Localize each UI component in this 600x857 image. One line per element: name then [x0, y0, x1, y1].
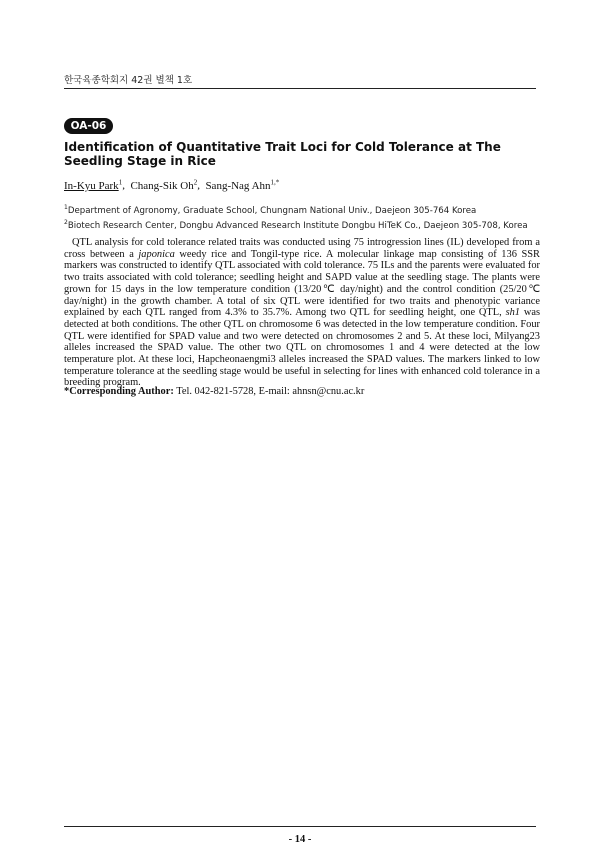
- tel-label: Tel.: [176, 386, 192, 397]
- page-number: - 14 -: [288, 834, 312, 845]
- corresponding-label: *Corresponding Author:: [64, 386, 174, 397]
- affiliation-1: $^1$Department of Agronomy, Graduate School, Chungnam National Univ., Daejeon 305-764 Korea: [64, 204, 477, 216]
- corresponding-author: [64, 386, 364, 397]
- author-2: Chang-Sik Oh$^2$: [130, 178, 198, 192]
- author-list: In-Kyu Park$^1$, Chang-Sik Oh$^2$, Sang-Nag Ahn$^{1,*}$: [64, 178, 280, 192]
- footer-rule: [64, 826, 536, 827]
- author-1: In-Kyu Park$^1$: [64, 178, 123, 192]
- email-value: ahnsn@cnu.ac.kr: [292, 386, 365, 397]
- author-3: Sang-Nag Ahn$^{1,*}$: [205, 178, 280, 192]
- header-rule: [64, 88, 536, 89]
- affiliations: [64, 202, 544, 232]
- email-label: E-mail:: [258, 386, 290, 397]
- affiliation-2: $^2$Biotech Research Center, Dongbu Advanced Research Institute Dongbu HiTeK Co., Daejeon 305-708, Korea: [64, 218, 528, 231]
- journal-header: 한국육종학회지 42권 별책 1호: [64, 75, 193, 86]
- abstract-body: QTL analysis for cold tolerance related traits was conducted using 75 introgression lines (IL) developed from a cross between a japonica weedy rice and Tongil-type rice. A molecular linkage map consisting of 136 SSR markers was constructed to identify QTL associated with cold tolerance. 75 ILs and the parents were evaluated for two traits associated with cold tolerance; seedling height and SAPD value at the seedling stage. The plants were grown for 15 days in the low temperature condition (13/20℃ day/night) and the control condition (25/20℃ day/night) in the growth chamber. A total of six QTL were identified for two traits and phenotypic variance explained by each QTL ranged from 4.3% to 35.7%. Among two QTL for seedling height, one QTL, sh1 was detected at both conditions. The other QTL on chromosome 6 was detected in the low temperature condition. Four QTL were identified for SPAD value and two were detected on chromosomes 2 and 5. At these loci, Milyang23 alleles increased the SPAD value. The other two QTL on chromosomes 1 and 4 were detected at the low temperature plot. At these loci, Hapcheonaengmi3 alleles increased the SPAD values. The markers linked to low temperature tolerance at the seedling stage would be useful in selecting for lines with enhanced cold tolerance in a breeding program.: [64, 237, 540, 389]
- paper-title: Identification of Quantitative Trait Loci for Cold Tolerance at The Seedling Stage in Rice: [64, 140, 501, 168]
- tel-value: 042-821-5728,: [194, 386, 257, 397]
- session-badge: OA-06: [64, 118, 113, 134]
